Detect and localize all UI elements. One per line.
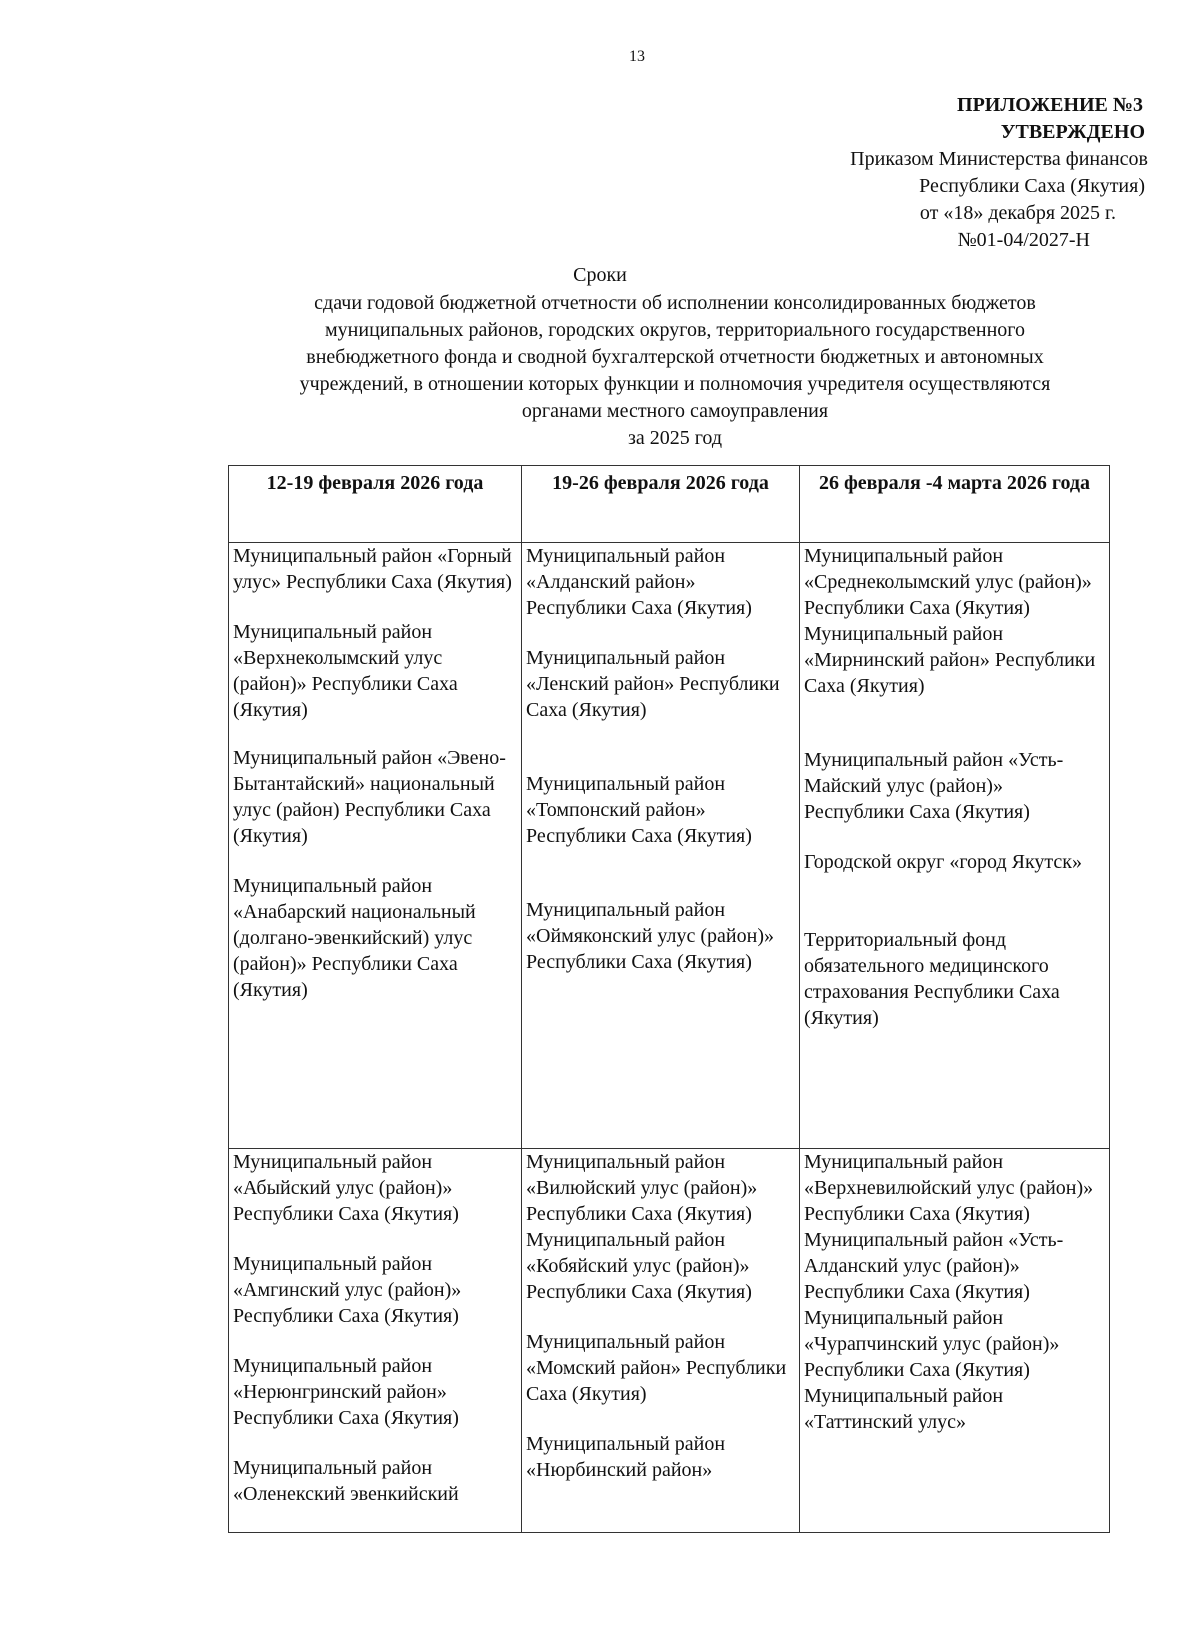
list-item: Муниципальный район «Оленекский эвенкийский — [233, 1457, 459, 1505]
list-item: Муниципальный район «Усть-Майский улус (район)» Республики Саха (Якутия) — [804, 749, 1064, 823]
table-row — [229, 543, 1110, 1149]
approved-label: УТВЕРЖДЕНО — [1000, 121, 1145, 143]
list-item: Муниципальный район «Анабарский национальный (долгано-эвенкийский) улус (район)» Республики Саха (Якутия) — [233, 875, 476, 1001]
header-period-3: 26 февраля -4 марта 2026 года — [800, 466, 1110, 543]
table-cell — [522, 1149, 800, 1533]
page-number: 13 — [629, 48, 645, 65]
approval-block — [668, 92, 1148, 254]
table-header-row — [229, 466, 1110, 543]
description-line: муниципальных районов, городских округов, территориального государственного — [325, 319, 1025, 341]
list-item: Муниципальный район «Горный улус» Республики Саха (Якутия) — [233, 545, 512, 593]
header-period-2: 19-26 февраля 2026 года — [522, 466, 800, 543]
description-line: внебюджетного фонда и сводной бухгалтерской отчетности бюджетных и автономных — [306, 346, 1044, 368]
table-cell — [229, 1149, 522, 1533]
description-line: учреждений, в отношении которых функции и полномочия учредителя осуществляются — [299, 373, 1051, 395]
list-item: Территориальный фонд обязательного медицинского страхования Республики Саха (Якутия) — [804, 929, 1060, 1029]
list-item: Муниципальный район «Верхневилюйский улус (район)» Республики Саха (Якутия) — [804, 1151, 1094, 1225]
list-item: Муниципальный район «Амгинский улус (район)» Республики Саха (Якутия) — [233, 1253, 462, 1327]
list-item: Муниципальный район «Усть-Алданский улус (район)» Республики Саха (Якутия) — [804, 1229, 1064, 1303]
list-item: Муниципальный район «Кобяйский улус (район)» Республики Саха (Якутия) — [526, 1229, 752, 1303]
list-item: Муниципальный район «Абыйский улус (район)» Республики Саха (Якутия) — [233, 1151, 459, 1225]
republic-line: Республики Саха (Якутия) — [919, 175, 1145, 197]
description-line: органами местного самоуправления — [521, 400, 829, 422]
header-period-1: 12-19 февраля 2026 года — [229, 466, 522, 543]
description-line: сдачи годовой бюджетной отчетности об исполнении консолидированных бюджетов — [314, 292, 1036, 314]
schedule-table — [228, 465, 1110, 1533]
list-item: Муниципальный район «Томпонский район» Республики Саха (Якутия) — [526, 773, 752, 847]
list-item: Муниципальный район «Оймяконский улус (район)» Республики Саха (Якутия) — [526, 899, 774, 973]
list-item: Городской округ «город Якутск» — [804, 851, 1082, 873]
list-item: Муниципальный район «Среднеколымский улус (район)» Республики Саха (Якутия) — [804, 545, 1092, 619]
list-item: Муниципальный район «Верхнеколымский улус (район)» Республики Саха (Якутия) — [233, 621, 458, 721]
list-item: Муниципальный район «Мирнинский район» Республики Саха (Якутия) — [804, 623, 1096, 697]
order-number: №01-04/2027-Н — [957, 229, 1090, 251]
table-row — [229, 1149, 1110, 1533]
table-cell — [800, 1149, 1110, 1533]
list-item: Муниципальный район «Эвено-Бытантайский» национальный улус (район) Республики Саха (Якутия) — [233, 747, 506, 847]
list-item: Муниципальный район «Ленский район» Республики Саха (Якутия) — [526, 647, 780, 721]
table-cell — [522, 543, 800, 1149]
document-description — [225, 290, 1125, 452]
list-item: Муниципальный район «Вилюйский улус (район)» Республики Саха (Якутия) — [526, 1151, 758, 1225]
list-item: Муниципальный район «Нерюнгринский район» Республики Саха (Якутия) — [233, 1355, 459, 1429]
order-line: Приказом Министерства финансов — [850, 148, 1148, 170]
list-item: Муниципальный район «Алданский район» Республики Саха (Якутия) — [526, 545, 752, 619]
list-item: Муниципальный район «Таттинский улус» — [804, 1385, 1004, 1433]
description-line: за 2025 год — [627, 427, 723, 449]
list-item: Муниципальный район «Момский район» Республики Саха (Якутия) — [526, 1331, 787, 1405]
document-title: Сроки — [573, 264, 627, 286]
list-item: Муниципальный район «Нюрбинский район» — [526, 1433, 726, 1481]
table-cell — [800, 543, 1110, 1149]
appendix-label: ПРИЛОЖЕНИЕ №3 — [957, 94, 1143, 116]
order-date: от «18» декабря 2025 г. — [919, 202, 1116, 224]
table-cell — [229, 543, 522, 1149]
list-item: Муниципальный район «Чурапчинский улус (район)» Республики Саха (Якутия) — [804, 1307, 1060, 1381]
